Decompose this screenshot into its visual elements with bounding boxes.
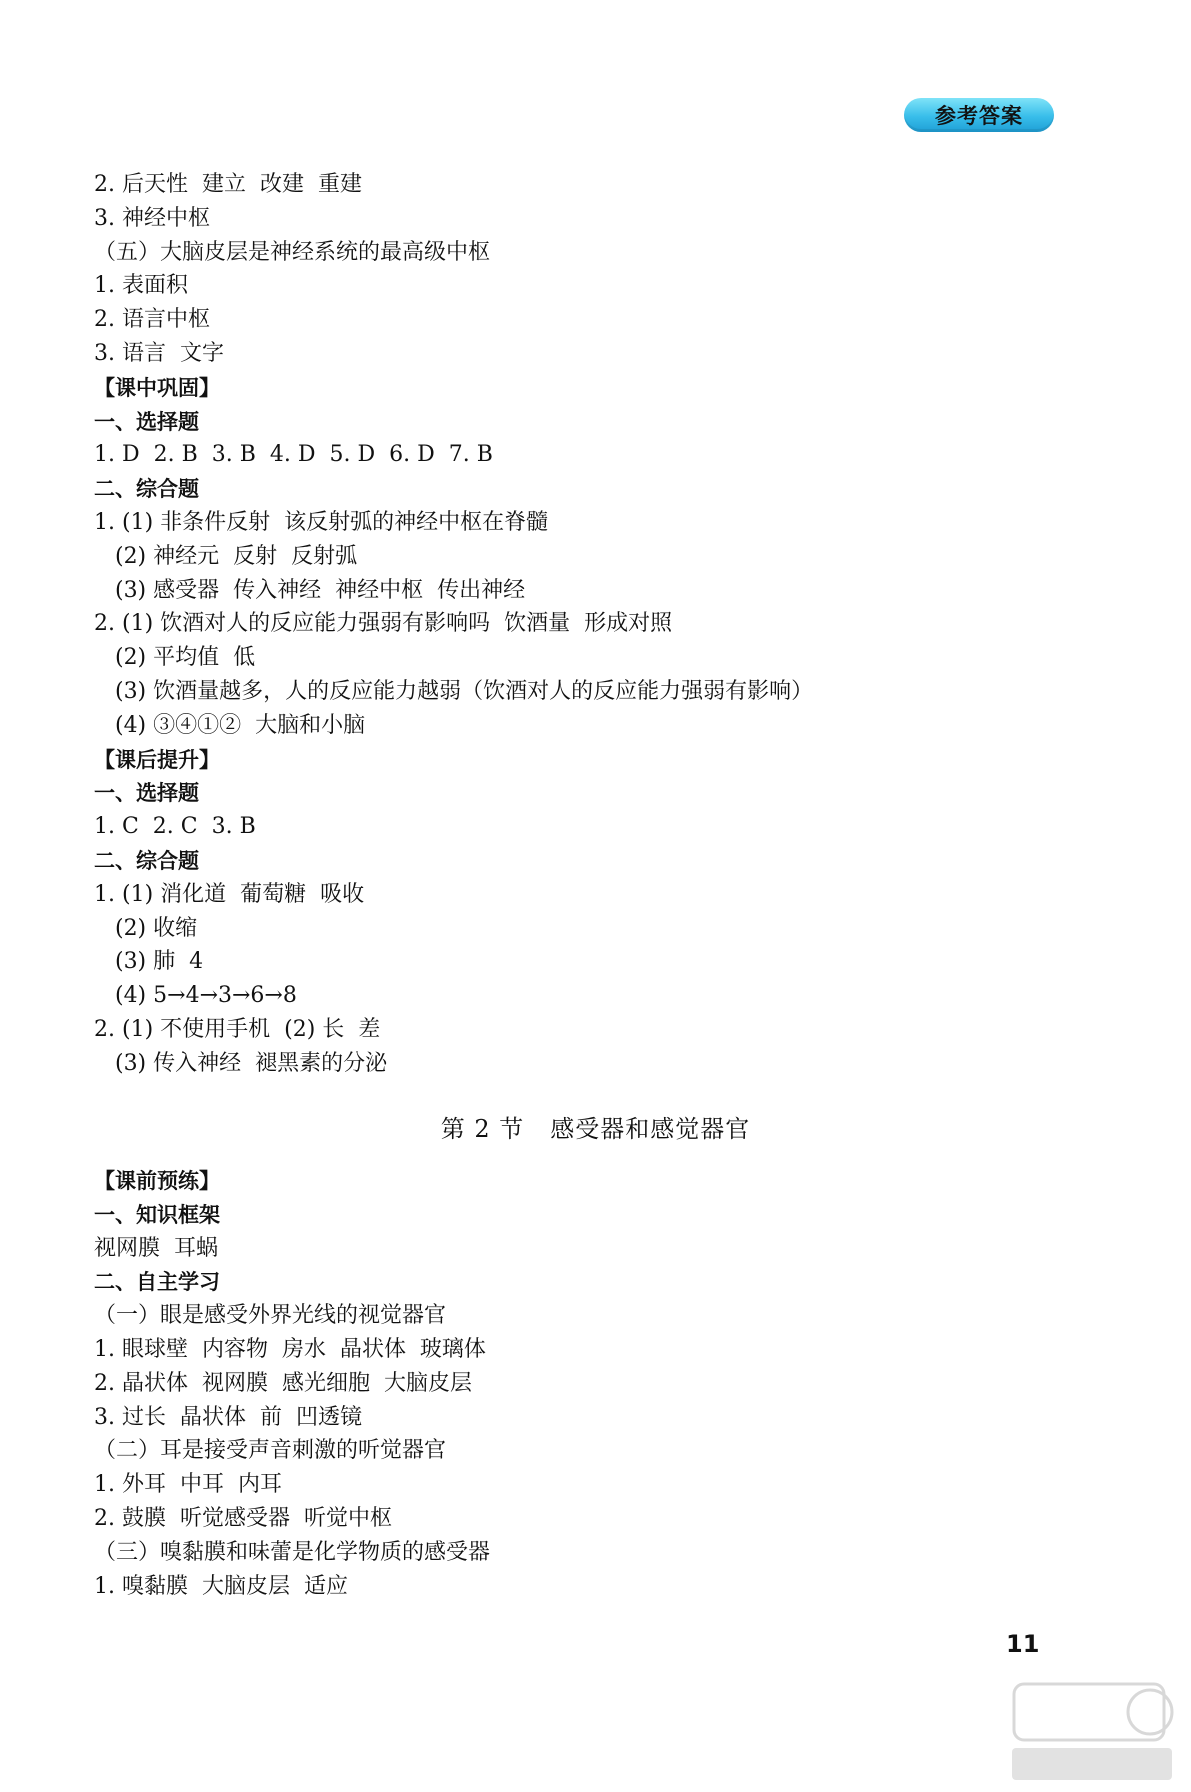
answer-line: （二）耳是接受声音刺激的听觉器官 (94, 1438, 447, 1464)
answer-line: 2. 语言中枢 (94, 307, 210, 333)
answer-line: (3) 肺 4 (94, 949, 204, 975)
answer-line: （五）大脑皮层是神经系统的最高级中枢 (94, 239, 491, 265)
answer-line: 2. (1) 不使用手机 (2) 长 差 (94, 1017, 381, 1042)
answer-line: (4) ③④①② 大脑和小脑 (94, 712, 366, 738)
answer-line: 1. (1) 非条件反射 该反射弧的神经中枢在脊髓 (94, 510, 549, 535)
answer-line: 1. 嗅黏膜 大脑皮层 适应 (94, 1573, 348, 1599)
section-heading: 二、综合题 (94, 849, 199, 873)
answer-line: 3. 神经中枢 (94, 205, 210, 231)
answer-line: 视网膜 耳蜗 (94, 1235, 218, 1261)
answer-line: (2) 神经元 反射 反射弧 (94, 543, 358, 569)
section-title: 第 2 节 感受器和感觉器官 (440, 1115, 751, 1143)
answer-line: 1. C 2. C 3. B (94, 814, 256, 840)
answer-line: (3) 传入神经 褪黑素的分泌 (94, 1050, 388, 1076)
section-heading: 【课中巩固】 (94, 375, 220, 400)
section-heading: 一、选择题 (94, 409, 199, 434)
answer-line: 2. 鼓膜 听觉感受器 听觉中枢 (94, 1506, 392, 1531)
answer-line: （三）嗅黏膜和味蕾是化学物质的感受器 (94, 1539, 491, 1565)
section-heading: 【课后提升】 (94, 747, 220, 772)
section-heading: 【课前预练】 (94, 1169, 220, 1193)
answer-line: （一）眼是感受外界光线的视觉器官 (94, 1303, 447, 1329)
page-number: 11 (1006, 1630, 1040, 1658)
section-heading: 一、知识框架 (94, 1202, 220, 1227)
section-heading: 二、综合题 (94, 477, 199, 502)
answer-line: (3) 感受器 传入神经 神经中枢 传出神经 (94, 577, 526, 603)
answer-line: 1. D 2. B 3. B 4. D 5. D 6. D 7. B (94, 442, 493, 468)
section-heading: 二、自主学习 (94, 1270, 220, 1295)
answer-line: 2. 晶状体 视网膜 感光细胞 大脑皮层 (94, 1370, 472, 1396)
answer-line: 1. 眼球壁 内容物 房水 晶状体 玻璃体 (94, 1337, 486, 1362)
watermark-logo (1010, 1678, 1180, 1786)
answer-key-badge: 参考答案 (904, 98, 1054, 132)
answer-line: 3. 过长 晶状体 前 凹透镜 (94, 1404, 362, 1430)
answer-line: 1. 外耳 中耳 内耳 (94, 1472, 282, 1498)
answer-line: (4) 5→4→3→6→8 (94, 983, 297, 1009)
answer-line: 2. (1) 饮酒对人的反应能力强弱有影响吗 饮酒量 形成对照 (94, 611, 673, 637)
answer-line: (2) 平均值 低 (94, 645, 256, 671)
answer-line: (3) 饮酒量越多，人的反应能力越弱（饮酒对人的反应能力强弱有影响） (94, 679, 814, 704)
answer-line: 3. 语言 文字 (94, 341, 224, 366)
answer-line: 2. 后天性 建立 改建 重建 (94, 172, 362, 197)
answer-line: (2) 收缩 (94, 915, 198, 941)
answer-line: 1. (1) 消化道 葡萄糖 吸收 (94, 881, 365, 907)
section-heading: 一、选择题 (94, 781, 199, 806)
answer-line: 1. 表面积 (94, 273, 188, 299)
